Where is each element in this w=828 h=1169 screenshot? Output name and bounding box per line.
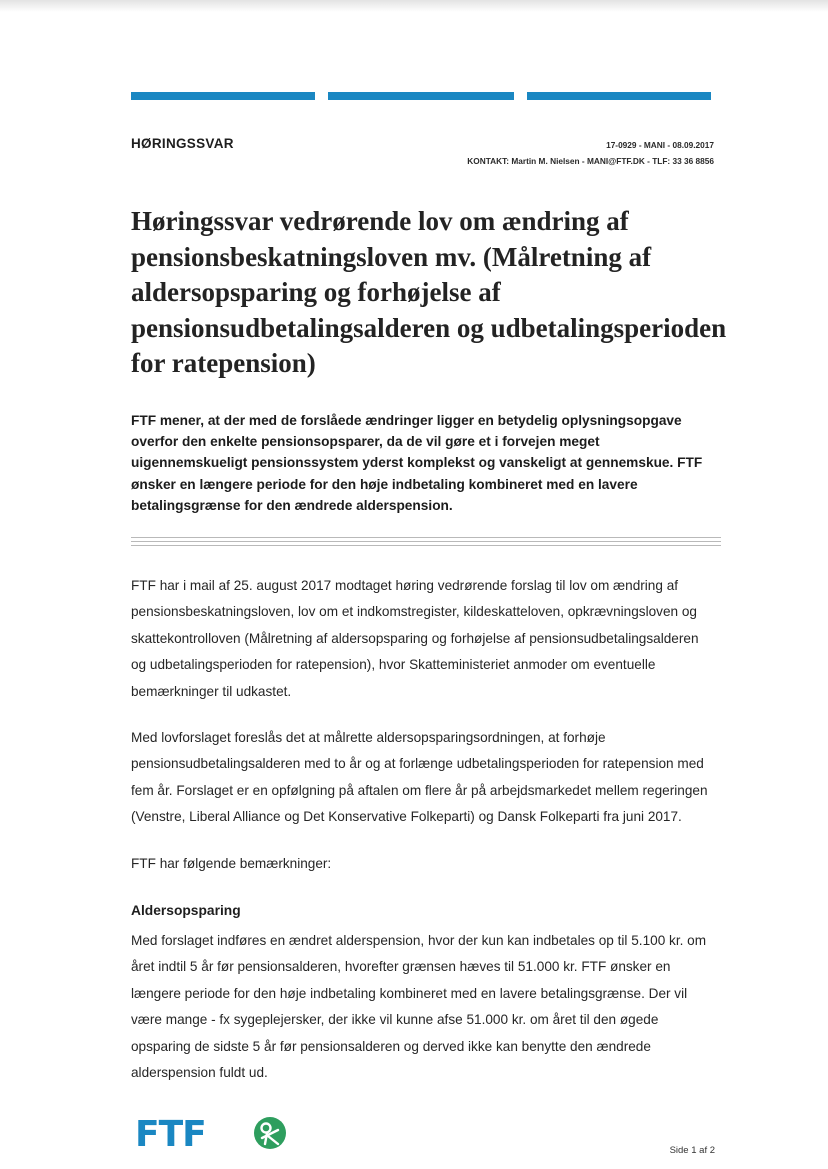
contact-line: KONTAKT: Martin M. Nielsen - MANI@FTF.DK - TLF: 33 36 8856 [467, 156, 714, 166]
header-bar [527, 92, 711, 100]
header-bar [328, 92, 514, 100]
scan-edge [0, 0, 828, 12]
reference-line: 17-0929 - MANI - 08.09.2017 [606, 140, 714, 150]
header-bar [131, 92, 315, 100]
divider [131, 537, 721, 538]
page-number: Side 1 af 2 [669, 1145, 715, 1156]
ftf-member-badge-icon [253, 1116, 287, 1150]
body-paragraph: Med lovforslaget foreslås det at målrette aldersopsparingsordningen, at forhøje pensionsudbetalingsalderen med to år og at forlænge udbetalingsperioden for ratepension med fem år. Forslaget er en opfølgning på aftalen om flere år på arbejdsmarkedet mellem regeringen (Venstre, Liberal Alliance og Det Konservative Folkeparti) og Dansk Folkeparti fra juni 2017. [131, 730, 708, 825]
document-type-label: HØRINGSSVAR [131, 136, 234, 151]
section-heading: Aldersopsparing [131, 903, 241, 918]
lead-summary: FTF mener, at der med de forslåede ændringer ligger en betydelig oplysningsopgave overfor den enkelte pensionsopsparer, da de vil gøre et i forvejen meget uigennemskueligt pensionssystem yderst komplekst og vanskeligt at gennemskue. FTF ønsker en længere periode for den høje indbetaling kombineret med en lavere betalingsgrænse for den ændrede alderspension. [131, 413, 703, 513]
ftf-logo [135, 1114, 206, 1155]
body-paragraph: FTF har i mail af 25. august 2017 modtaget høring vedrørende forslag til lov om ændring af pensionsbeskatningsloven, lov om et indkomstregister, kildeskatteloven, opkrævningsloven og skattekontrolloven (Målretning af aldersopsparing og forhøjelse af pensionsudbetalingsalderen og udbetalingsperioden for ratepension), hvor Skatteministeriet anmoder om eventuelle bemærkninger til udkastet. [131, 578, 699, 699]
document-title: Høringssvar vedrørende lov om ændring af pensionsbeskatningsloven mv. (Målretning af aldersopsparing og forhøjelse af pensionsudbetalingsalderen og udbetalingsperioden for ratepension) [131, 206, 727, 378]
header-bars [131, 92, 711, 100]
body-paragraph: Med forslaget indføres en ændret alderspension, hvor der kun kan indbetales op til 5.100 kr. om året indtil 5 år før pensionsalderen, hvorefter grænsen hæves til 51.000 kr. FTF ønsker en længere periode for den høje indbetaling kombineret med en lavere betalingsgrænse. Der vil være mange - fx sygeplejersker, der ikke vil kunne afse 51.000 kr. om året til den øgede opsparing de sidste 5 år før pensionsalderen og derved ikke kan benytte den ændrede alderspension fuldt ud. [131, 933, 707, 1081]
divider [131, 545, 721, 546]
ftf-logo-text: FTF [135, 1114, 206, 1155]
body-paragraph: FTF har følgende bemærkninger: [131, 856, 332, 871]
divider [131, 541, 721, 542]
